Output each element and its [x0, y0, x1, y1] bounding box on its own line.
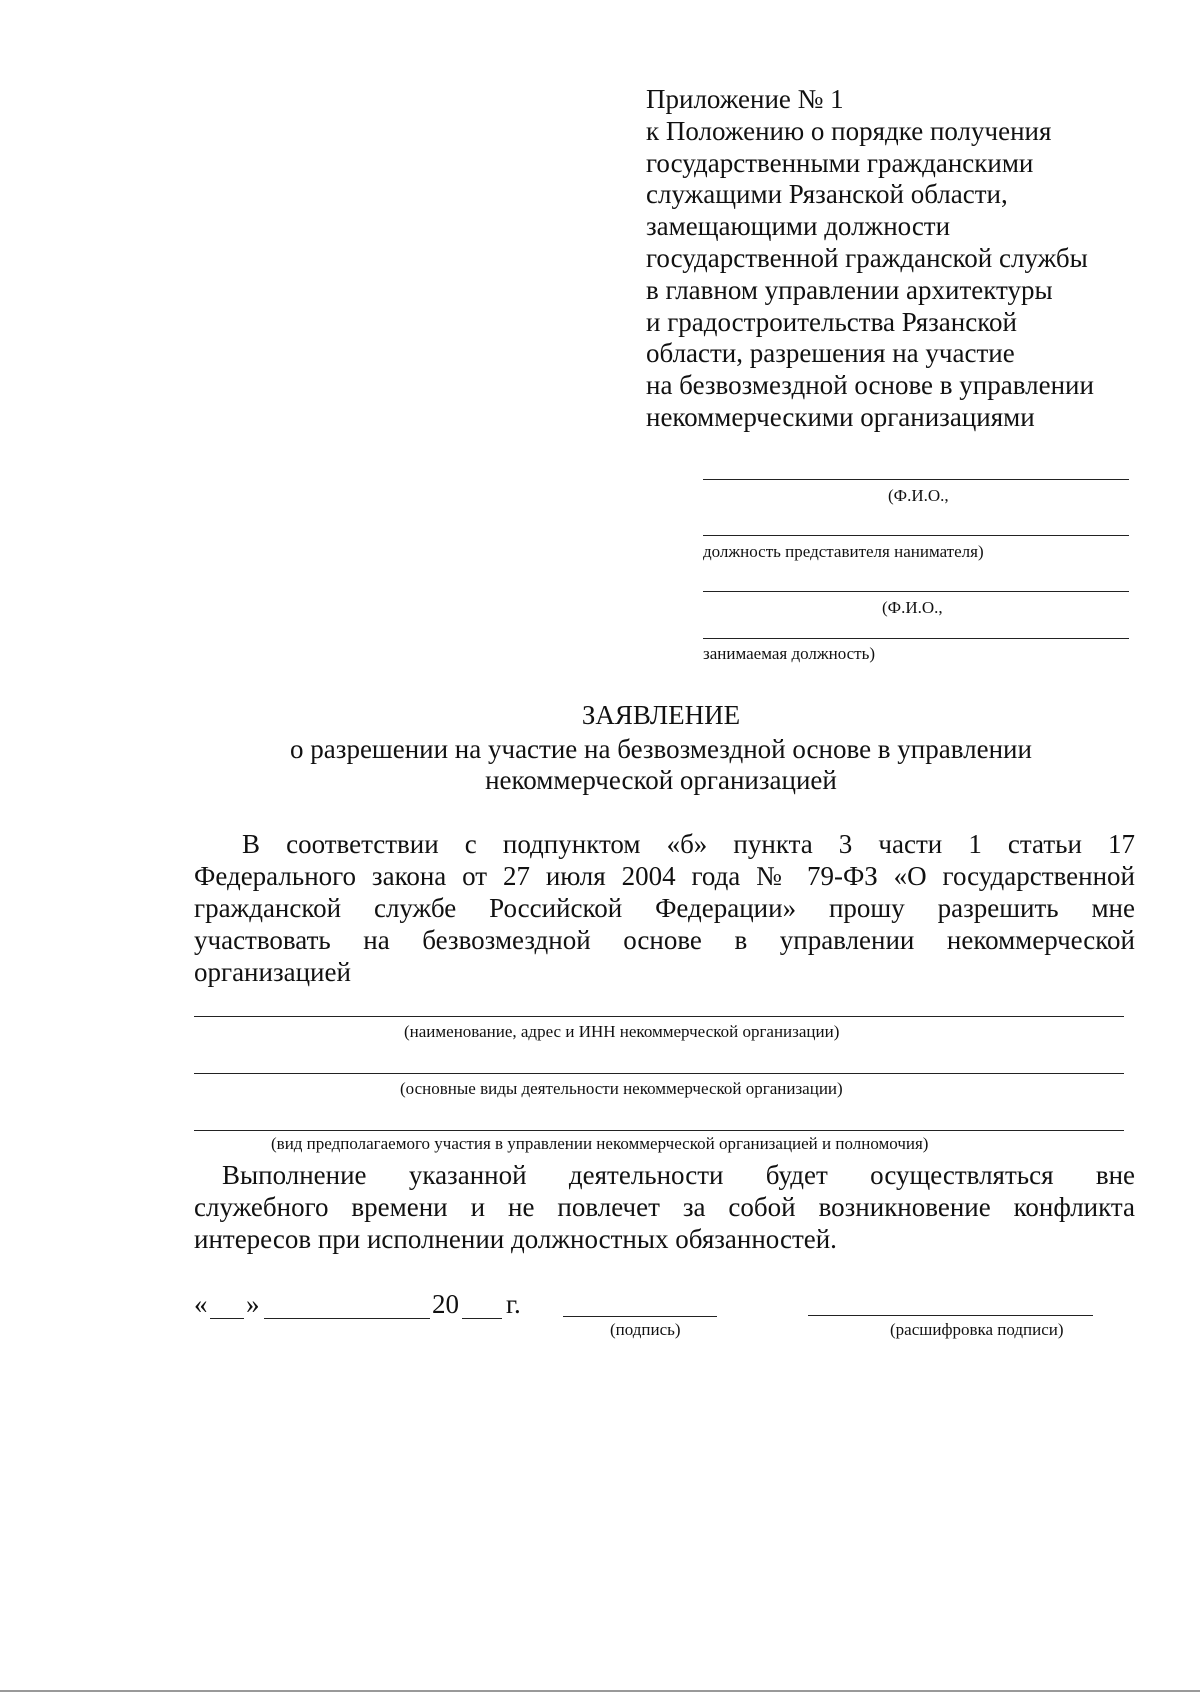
participation-line[interactable] — [194, 1130, 1124, 1131]
addressee-position-line[interactable] — [703, 535, 1129, 536]
document-subtitle-line1: о разрешении на участие на безвозмездной основе в управлении — [290, 734, 1032, 764]
appendix-line: государственными гражданскими — [646, 147, 1034, 178]
addressee-fio-line[interactable] — [703, 479, 1129, 480]
document-title: ЗАЯВЛЕНИЕ — [581, 700, 741, 730]
participation-caption: (вид предполагаемого участия в управлении некоммерческой организацией и полномочия) — [271, 1134, 929, 1153]
date-year-line[interactable] — [462, 1318, 502, 1319]
statement-line: Выполнение указанной деятельности будет осуществляться вне — [222, 1160, 1135, 1190]
body-line: участвовать на безвозмездной основе в управлении некоммерческой — [194, 925, 1135, 955]
sender-fio-caption: (Ф.И.О., — [882, 598, 943, 617]
signature-caption: (подпись) — [610, 1320, 681, 1339]
signature-decoding-caption: (расшифровка подписи) — [890, 1320, 1064, 1339]
sender-position-line[interactable] — [703, 638, 1129, 639]
appendix-line: Приложение № 1 — [646, 84, 844, 114]
appendix-line: в главном управлении архитектуры — [646, 274, 1053, 305]
date-day-line[interactable] — [210, 1318, 244, 1319]
body-line: гражданской службе Российской Федерации» прошу разрешить мне — [194, 893, 1135, 923]
date-month-line[interactable] — [264, 1318, 430, 1319]
signature-line[interactable] — [563, 1316, 717, 1317]
sender-position-caption: занимаемая должность) — [703, 644, 876, 663]
page-bottom-edge — [0, 1690, 1200, 1692]
date-year-suffix: г. — [506, 1289, 521, 1319]
appendix-line: к Положению о порядке получения — [646, 115, 1052, 146]
sender-fio-line[interactable] — [703, 591, 1129, 592]
body-line: организацией — [194, 957, 351, 987]
body-line: Федерального закона от 27 июля 2004 года № 79-ФЗ «О государственной — [194, 861, 1135, 891]
date-year-prefix: 20 — [432, 1289, 459, 1319]
org-activity-line[interactable] — [194, 1073, 1124, 1074]
appendix-line: и градостроительства Рязанской — [646, 306, 1017, 337]
statement-line: интересов при исполнении должностных обязанностей. — [194, 1224, 837, 1254]
statement-line: служебного времени и не повлечет за собой возникновение конфликта — [194, 1192, 1135, 1222]
org-name-caption: (наименование, адрес и ИНН некоммерческой организации) — [404, 1022, 840, 1041]
appendix-line: государственной гражданской службы — [646, 242, 1088, 273]
addressee-fio-caption: (Ф.И.О., — [888, 486, 949, 505]
date-quote-close: » — [246, 1289, 260, 1319]
appendix-line: области, разрешения на участие — [646, 338, 1015, 369]
appendix-line: на безвозмездной основе в управлении — [646, 370, 1094, 401]
appendix-line: некоммерческими организациями — [646, 401, 1035, 432]
appendix-line: замещающими должности — [646, 211, 951, 242]
appendix-header — [646, 84, 1146, 434]
appendix-line: служащими Рязанской области, — [646, 179, 1008, 210]
addressee-position-caption: должность представителя нанимателя) — [703, 542, 984, 561]
org-activity-caption: (основные виды деятельности некоммерческой организации) — [400, 1079, 843, 1098]
date-quote-open: « — [194, 1289, 208, 1319]
signature-decoding-line[interactable] — [808, 1315, 1093, 1316]
body-line: В соответствии с подпунктом «б» пункта 3 части 1 статьи 17 — [242, 829, 1135, 859]
org-name-line[interactable] — [194, 1016, 1124, 1017]
document-subtitle-line2: некоммерческой организацией — [485, 765, 837, 795]
